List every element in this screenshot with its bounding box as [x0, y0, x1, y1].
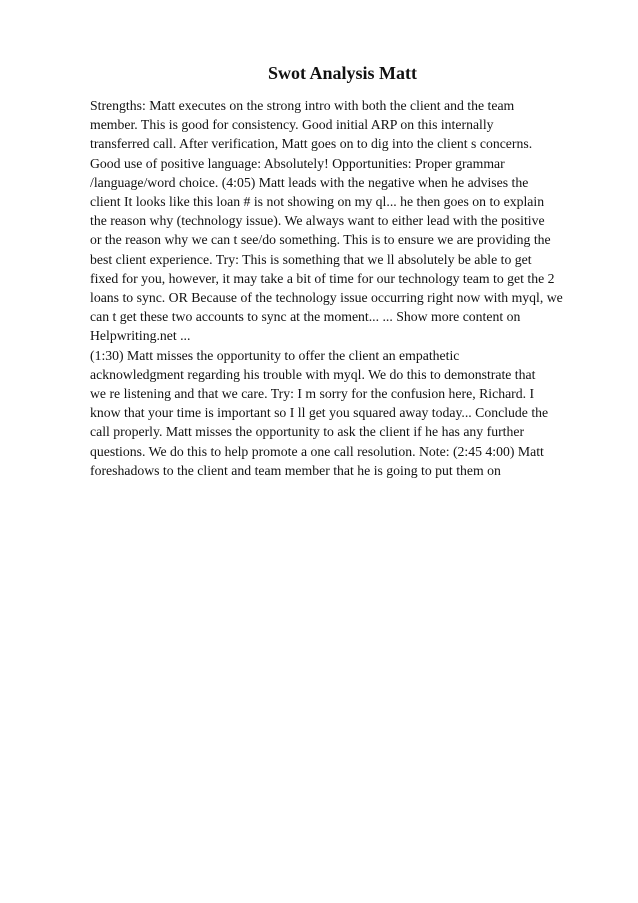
text-line: Helpwriting.net ...: [90, 328, 191, 344]
text-line: member. This is good for consistency. Good initial ARP on this internally: [90, 117, 494, 133]
paragraph-strengths: [90, 96, 610, 346]
text-line: know that your time is important so I ll get you squared away today... Conclude the: [90, 405, 549, 421]
text-line: Good use of positive language: Absolutely! Opportunities: Proper grammar: [90, 155, 505, 171]
paragraph-empathy: [90, 346, 610, 480]
text-line: /language/word choice. (4:05) Matt leads with the negative when he advises the: [90, 174, 529, 190]
text-line: best client experience. Try: This is something that we ll absolutely be able to get: [90, 251, 532, 267]
text-line: questions. We do this to help promote a one call resolution. Note: (2:45 4:00) Matt: [90, 443, 544, 459]
text-line: acknowledgment regarding his trouble with myql. We do this to demonstrate that: [90, 366, 536, 382]
text-line: fixed for you, however, it may take a bit of time for our technology team to get the 2: [90, 270, 555, 286]
text-line: the reason why (technology issue). We always want to either lead with the positive: [90, 213, 545, 229]
document-body: [90, 96, 610, 480]
text-line: can t get these two accounts to sync at the moment... ... Show more content on: [90, 309, 521, 325]
text-line: client It looks like this loan # is not showing on my ql... he then goes on to explain: [90, 194, 545, 210]
page-title: Swot Analysis Matt: [267, 63, 417, 83]
text-line: loans to sync. OR Because of the technology issue occurring right now with myql, we: [90, 290, 563, 306]
text-line: Strengths: Matt executes on the strong intro with both the client and the team: [90, 98, 515, 113]
text-line: transferred call. After verification, Matt goes on to dig into the client s concerns.: [90, 136, 533, 152]
text-line: or the reason why we can t see/do something. This is to ensure we are providing the: [90, 232, 551, 248]
text-line: foreshadows to the client and team member that he is going to put them on: [90, 462, 501, 478]
text-line: call properly. Matt misses the opportunity to ask the client if he has any further: [90, 424, 525, 440]
text-line: we re listening and that we care. Try: I m sorry for the confusion here, Richard. I: [90, 386, 535, 402]
text-line: (1:30) Matt misses the opportunity to offer the client an empathetic: [90, 347, 460, 363]
